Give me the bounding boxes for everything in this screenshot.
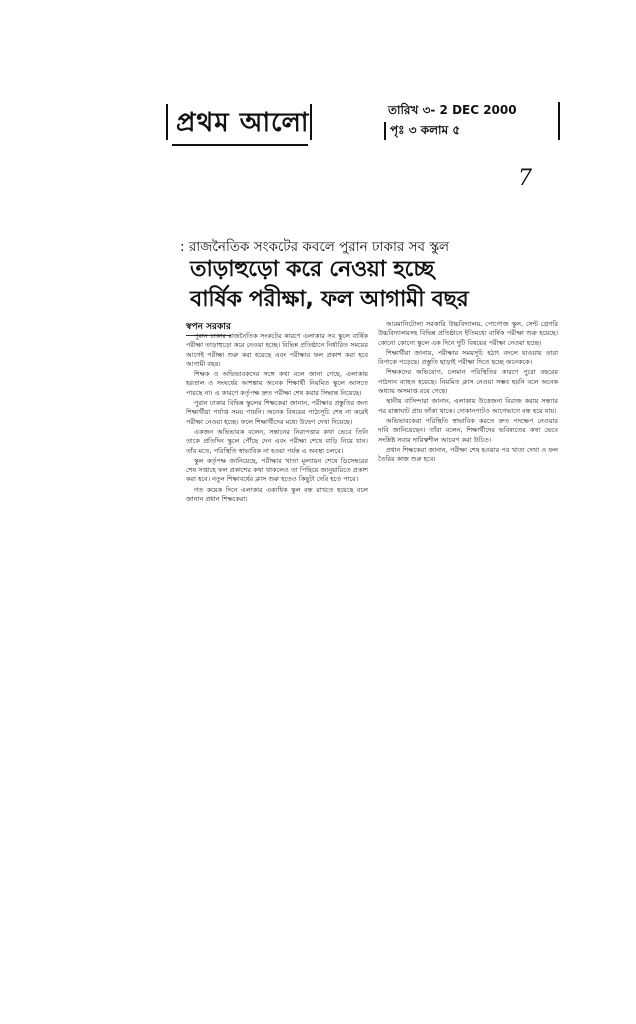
- left-paragraph: পুরান ঢাকার রাজনৈতিক সংকটের কারণে এলাকার সব স্কুলে বার্ষিক পরীক্ষা তাড়াহুড়ো করে নেওয়া হচ্ছে। বিভিন্ন প্রতিষ্ঠানে নির্ধারিত সময়ের আগেই পরীক্ষা শুরু করা হয়েছে এবং পরীক্ষার ফল প্রকাশ করা হবে আগামী বছর।: [186, 332, 368, 368]
- article-kicker: : রাজনৈতিক সংকটের কবলে পুরান ঢাকার সব স্কুল: [180, 239, 450, 255]
- article-left-column: [186, 332, 368, 752]
- dateline-right-rule: [558, 102, 560, 140]
- left-paragraph: স্কুল কর্তৃপক্ষ জানিয়েছে, পরীক্ষার খাতা মূল্যায়ন শেষে ডিসেম্বরের শেষ সপ্তাহে ফল প্রকাশের কথা থাকলেও তা পিছিয়ে জানুয়ারিতে প্রকাশ করা হবে। নতুন শিক্ষাবর্ষের ক্লাস শুরু হতেও কিছুটা দেরি হতে পারে।: [186, 456, 368, 484]
- left-paragraph: একজন অভিভাবক বলেন, সন্তানের নিরাপত্তার কথা ভেবে তিনি তাকে প্রতিদিন স্কুলে পৌঁছে দেন এবং পরীক্ষা শেষে বাড়ি নিয়ে যান। তাঁর মতে, পরিস্থিতি স্বাভাবিক না হওয়া পর্যন্ত এ অবস্থা চলবে।: [186, 427, 368, 455]
- left-paragraph: শিক্ষক ও অভিভাবকদের সঙ্গে কথা বলে জানা গেছে, এলাকায় হরতাল ও সংঘর্ষের আশঙ্কায় অনেক শিক্ষার্থী নিয়মিত স্কুলে আসতে পারছে না। এ কারণে কর্তৃপক্ষ দ্রুত পরীক্ষা শেষ করার সিদ্ধান্ত নিয়েছে।: [186, 370, 368, 397]
- masthead-title: প্রথম আলো: [176, 108, 310, 138]
- left-paragraph: গত কয়েক দিনে এলাকার একাধিক স্কুল বন্ধ রাখতে হয়েছে বলে জানান প্রধান শিক্ষকেরা।: [186, 485, 368, 504]
- article-byline: স্বপন সরকার: [186, 319, 231, 336]
- article-headline: তাড়াহুড়ো করে নেওয়া হচ্ছে বার্ষিক পরীক্ষা, ফল আগামী বছর: [190, 257, 469, 312]
- dateline-left-rule: [384, 122, 386, 140]
- right-paragraph: অভিভাবকেরা পরিস্থিতি স্বাভাবিক করতে দ্রুত পদক্ষেপ নেওয়ার দাবি জানিয়েছেন। তাঁরা বলেন, শিক্ষার্থীদের ভবিষ্যতের কথা ভেবে সংশ্লিষ্ট সবার দায়িত্বশীল আচরণ করা উচিত।: [378, 416, 558, 444]
- masthead-underline: [172, 144, 308, 146]
- right-paragraph: প্রধান শিক্ষকেরা জানান, পরীক্ষা শেষ হওয়ার পর খাতা দেখা ও ফল তৈরির কাজ শুরু হবে।: [378, 445, 558, 464]
- newspaper-masthead: [168, 98, 308, 146]
- dateline-date: তারিখ ৩- 2 DEC 2000: [388, 103, 517, 117]
- article-right-column: [378, 320, 558, 710]
- masthead-left-rule: [166, 104, 168, 140]
- clipping-dateline: [388, 100, 558, 144]
- handwritten-page-number: 7: [518, 166, 532, 191]
- right-paragraph: শিক্ষার্থীরা জানায়, পরীক্ষার সময়সূচি হঠাৎ বদলে যাওয়ায় তারা বিপাকে পড়েছে। প্রস্তুতি ছাড়াই পরীক্ষা দিতে হচ্ছে অনেককে।: [378, 348, 558, 367]
- dateline-page-column: পৃঃ ৩ কলাম ৫: [390, 123, 461, 137]
- masthead-right-rule: [310, 104, 312, 140]
- right-paragraph: আরমানিটোলা সরকারি উচ্চবিদ্যালয়, পোগোজ স্কুল, সেন্ট গ্রেগরি উচ্চবিদ্যালয়সহ বিভিন্ন প্রতিষ্ঠানে ইতিমধ্যে বার্ষিক পরীক্ষা শুরু হয়েছে। কোনো কোনো স্কুলে এক দিনে দুটি বিষয়ের পরীক্ষা নেওয়া হচ্ছে।: [378, 320, 558, 347]
- right-paragraph: স্থানীয় বাসিন্দারা জানান, এলাকায় উত্তেজনা বিরাজ করায় সন্ধ্যার পর রাস্তাঘাট প্রায় ফাঁকা থাকে। দোকানপাটও আগেভাগে বন্ধ হয়ে যায়।: [378, 397, 558, 415]
- left-paragraph: পুরান ঢাকার বিভিন্ন স্কুলের শিক্ষকেরা জানান, পরীক্ষার প্রস্তুতির জন্য শিক্ষার্থীরা পর্যাপ্ত সময় পায়নি। অনেক বিষয়ের পাঠ্যসূচি শেষ না করেই পরীক্ষা নেওয়া হচ্ছে। ফলে শিক্ষার্থীদের মধ্যে উদ্বেগ দেখা দিয়েছে।: [186, 399, 368, 426]
- right-paragraph: শিক্ষকদের অভিযোগ, চলমান পরিস্থিতির কারণে পুরো বছরের পাঠদান ব্যাহত হয়েছে। নিয়মিত ক্লাস নেওয়া সম্ভব হয়নি বলে অনেক অধ্যায় অসমাপ্ত রয়ে গেছে।: [378, 368, 558, 396]
